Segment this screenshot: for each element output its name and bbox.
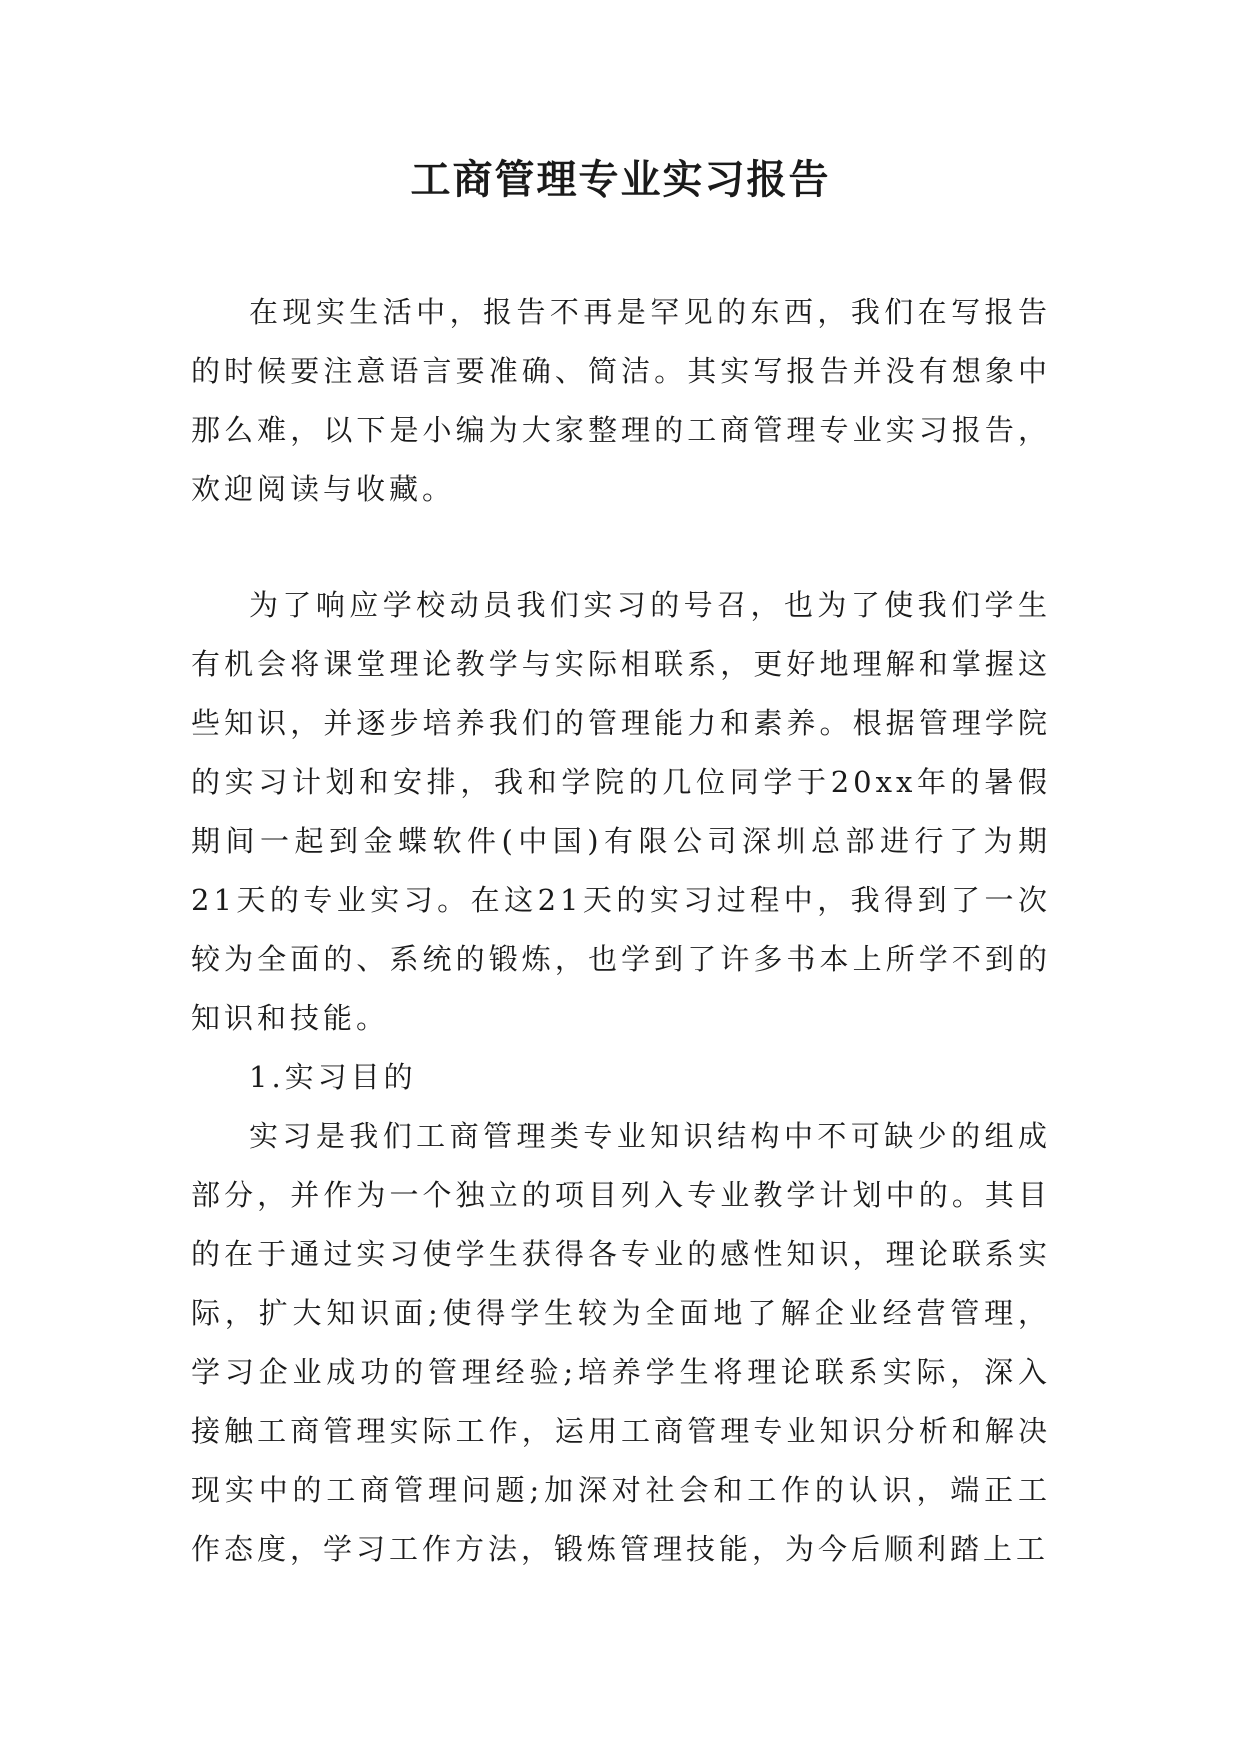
intro-section (191, 283, 1051, 519)
intro-paragraph: 在现实生活中，报告不再是罕见的东西，我们在写报告的时候要注意语言要准确、简洁。其实写报告并没有想象中那么难，以下是小编为大家整理的工商管理专业实习报告，欢迎阅读与收藏。 (191, 295, 1051, 506)
main-section (191, 576, 1051, 1579)
document-title: 工商管理专业实习报告 (410, 156, 831, 203)
body-paragraph-1: 为了响应学校动员我们实习的号召，也为了使我们学生有机会将课堂理论教学与实际相联系，更好地理解和掌握这些知识，并逐步培养我们的管理能力和素养。根据管理学院的实习计划和安排，我和学院的几位同学于20xx年的暑假期间一起到金蝶软件(中国)有限公司深圳总部进行了为期21天的专业实习。在这21天的实习过程中，我得到了一次较为全面的、系统的锻炼，也学到了许多书本上所学不到的知识和技能。 (191, 588, 1051, 1035)
section-heading-purpose: 1.实习目的 (249, 1060, 417, 1094)
body-paragraph-2: 实习是我们工商管理类专业知识结构中不可缺少的组成部分，并作为一个独立的项目列入专业教学计划中的。其目的在于通过实习使学生获得各专业的感性知识，理论联系实际，扩大知识面;使得学生较为全面地了解企业经营管理，学习企业成功的管理经验;培养学生将理论联系实际，深入接触工商管理实际工作，运用工商管理专业知识分析和解决现实中的工商管理问题;加深对社会和工作的认识，端正工作态度，学习工作方法，锻炼管理技能，为今后顺利踏上工 (191, 1119, 1051, 1566)
